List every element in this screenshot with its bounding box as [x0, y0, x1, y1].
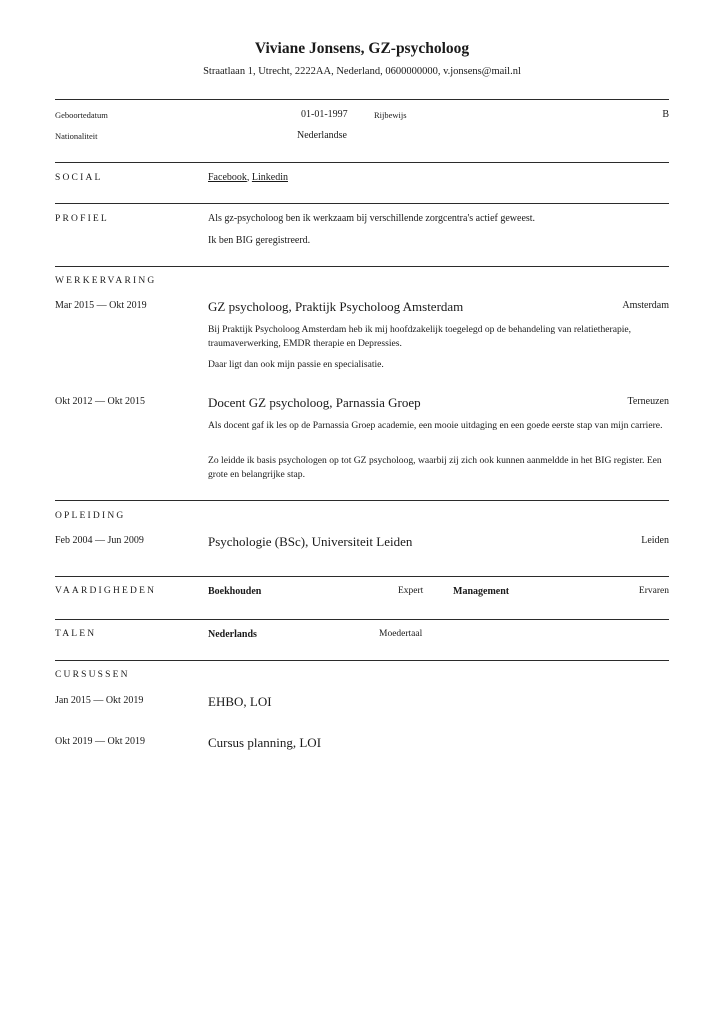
education-title: Psychologie (BSc), Universiteit Leiden: [208, 534, 413, 549]
nationality-value: Nederlandse: [297, 130, 347, 141]
divider: [55, 500, 669, 501]
job-title: GZ psycholoog, Praktijk Psycholoog Amsterdam: [208, 299, 464, 314]
profile-text-2: Ik ben BIG geregistreerd.: [208, 235, 311, 246]
job-title: Docent GZ psycholoog, Parnassia Groep: [208, 395, 421, 410]
contact-line: Straatlaan 1, Utrecht, 2222AA, Nederland, 0600000000, v.jonsens@mail.nl: [203, 66, 521, 77]
skill-name: Boekhouden: [208, 586, 262, 597]
divider: [55, 162, 669, 163]
license-label: Rijbewijs: [374, 110, 407, 120]
course-title: Cursus planning, LOI: [208, 735, 322, 750]
education-location: Leiden: [641, 535, 669, 546]
job-location: Amsterdam: [622, 300, 669, 311]
candidate-name: Viviane Jonsens, GZ-psycholoog: [254, 40, 470, 57]
facebook-link[interactable]: Facebook: [208, 172, 247, 183]
birthdate-value: 01-01-1997: [301, 109, 348, 120]
job-description: Daar ligt dan ook mijn passie en specialisatie.: [208, 359, 384, 370]
nationality-label: Nationaliteit: [55, 131, 98, 141]
skill-level: Ervaren: [638, 586, 669, 596]
divider: [55, 619, 669, 620]
language-name: Nederlands: [208, 629, 257, 640]
job-description: Zo leidde ik basis psychologen op tot GZ psycholoog, waarbij zij zich ook kunnen aanmeldde in het BIG register. Een grote en belangrijke stap.: [208, 455, 662, 480]
skill-name: Management: [453, 586, 510, 597]
social-separator: ,: [246, 172, 252, 183]
divider: [55, 576, 669, 577]
license-value: B: [662, 109, 669, 120]
divider: [55, 203, 669, 204]
education-dates: Feb 2004 — Jun 2009: [55, 535, 144, 546]
section-title-social: SOCIAL: [55, 173, 103, 183]
course-dates: Jan 2015 — Okt 2019: [55, 695, 144, 706]
divider: [55, 99, 669, 100]
job-dates: Okt 2012 — Okt 2015: [55, 396, 145, 407]
job-description: Als docent gaf ik les op de Parnassia Groep academie, een mooie uitdaging en een goede eerste stap van mijn carriere.: [208, 420, 663, 431]
skill-level: Expert: [398, 586, 424, 596]
job-dates: Mar 2015 — Okt 2019: [55, 300, 147, 311]
linkedin-link[interactable]: Linkedin: [251, 172, 288, 183]
profile-text-1: Als gz-psycholoog ben ik werkzaam bij verschillende zorgcentra's actief geweest.: [208, 213, 536, 224]
job-location: Terneuzen: [627, 396, 669, 407]
social-links: [208, 172, 288, 183]
section-title-courses: CURSUSSEN: [55, 670, 130, 680]
language-level: Moedertaal: [379, 629, 423, 639]
section-title-languages: TALEN: [55, 629, 97, 639]
course-dates: Okt 2019 — Okt 2019: [55, 736, 145, 747]
job-description: Bij Praktijk Psycholoog Amsterdam heb ik mij hoofdzakelijk toegelegd op de behandeling van relatietherapie, traumaverwerking, EMDR therapie en Depressies.: [208, 324, 632, 349]
section-title-skills: VAARDIGHEDEN: [55, 586, 157, 596]
divider: [55, 266, 669, 267]
course-title: EHBO, LOI: [208, 694, 272, 709]
birthdate-label: Geboortedatum: [55, 110, 108, 120]
section-title-profile: PROFIEL: [55, 214, 109, 224]
section-title-education: OPLEIDING: [55, 511, 126, 521]
divider: [55, 660, 669, 661]
section-title-experience: WERKERVARING: [55, 276, 157, 286]
